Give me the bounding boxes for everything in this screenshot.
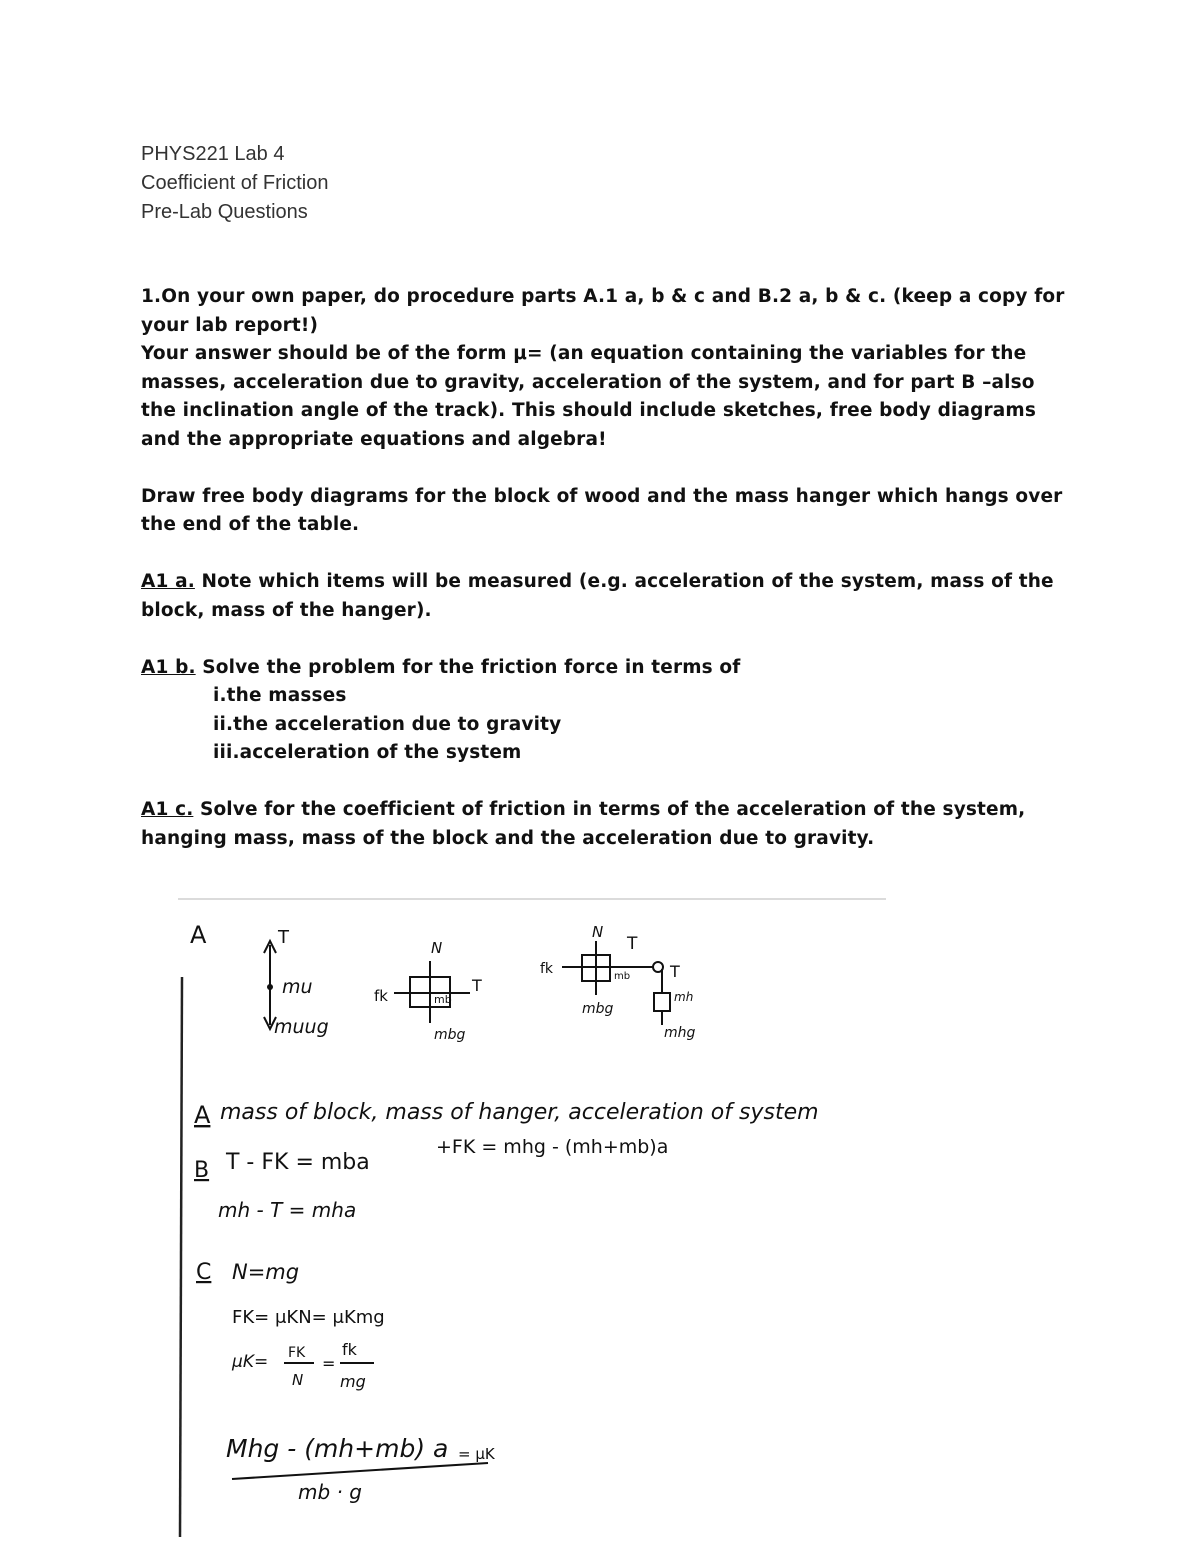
answer-c-eq1: N=mg [232, 1260, 300, 1284]
question-1-form: Your answer should be of the form μ= (an equation containing the variables for the masses, acceleration due to gravity, acceleration of the system, and for part B –also the inclination angle of the track). This should include sketches, free body diagrams and the appropriate equations and algebra! [141, 343, 1037, 450]
fbd3-hanger-weight-label: mhg [664, 1025, 696, 1041]
a1b-text: Solve the problem for the friction force in terms of [195, 656, 741, 678]
question-1: 1.On your own paper, do procedure parts A.1 a, b & c and B.2 a, b & c. (keep a copy for your lab report!) [141, 286, 1065, 336]
fbd3-normal-label: N [592, 923, 604, 941]
fbd3-block-label: mb [614, 971, 631, 982]
a1b-item: iii.acceleration of the system [213, 742, 522, 763]
a1c-label: A1 c. [141, 799, 194, 820]
final-denominator: mb · g [298, 1480, 362, 1504]
answer-a-text: mass of block, mass of hanger, acceleration of system [220, 1100, 819, 1125]
fbd2-friction-label: fk [374, 987, 388, 1005]
final-equation [226, 1434, 496, 1504]
fbd1-mass-label: mu [282, 976, 313, 998]
answer-c-numerator-2: fk [342, 1340, 357, 1359]
answer-b-eq1: T - FK = mba [226, 1150, 370, 1175]
a1a-paragraph [141, 568, 1071, 625]
answer-c-eq2: FK= μKN= μKmg [232, 1307, 385, 1328]
answer-b-eq2: mh - T = mha [218, 1198, 357, 1222]
fbd-hanging-mass [264, 927, 329, 1038]
answer-b-friction-eq: +FK = mhg - (mh+mb)a [436, 1136, 669, 1158]
fbd3-friction-label: fk [540, 961, 554, 977]
fbd-block [374, 939, 482, 1043]
answer-a-label: A [194, 1101, 211, 1129]
answer-c-numerator-1: FK [288, 1345, 306, 1361]
document-header [141, 140, 329, 227]
a1b-item: ii.the acceleration due to gravity [213, 713, 562, 735]
fbd2-tension-label: T [472, 976, 482, 995]
answer-c-fraction [231, 1340, 374, 1391]
part-a-label: A [190, 921, 207, 949]
fbd3-hanger-label: mh [674, 990, 694, 1004]
a1c-text: Solve for the coefficient of friction in terms of the acceleration of the system, hanging mass, mass of the block and the acceleration due to gravity. [141, 799, 1026, 849]
answer-c-denominator-2: mg [340, 1372, 366, 1391]
fbd3-block-weight-label: mbg [582, 1001, 614, 1017]
lab-title: Coefficient of Friction [141, 172, 329, 194]
a1b-paragraph [141, 654, 1071, 683]
a1b-label: A1 b. [141, 656, 196, 678]
a1c-paragraph [141, 796, 1071, 853]
fbd3-tension-label-top: T [627, 934, 638, 954]
lab-subtitle: Pre-Lab Questions [141, 201, 308, 223]
fbd2-normal-label: N [431, 939, 443, 957]
fbd1-tension-label: T [278, 927, 289, 948]
answer-c-equals: = [322, 1354, 336, 1373]
fbd3-tension-label-side: T [670, 962, 680, 981]
final-numerator: Mhg - (mh+mb) a [226, 1434, 449, 1463]
answer-c-label: C [196, 1260, 212, 1285]
fbd-instruction: Draw free body diagrams for the block of wood and the mass hanger which hangs over the end of the table. [141, 485, 1063, 535]
fbd-system [540, 923, 696, 1041]
fbd2-weight-label: mbg [434, 1027, 466, 1043]
answer-b-label: B [194, 1158, 210, 1183]
course-title: PHYS221 Lab 4 [141, 143, 285, 165]
answer-c-denominator-1: N [292, 1371, 304, 1389]
answer-c-mu-lhs: μK= [232, 1352, 269, 1372]
a1a-text: Note which items will be measured (e.g. acceleration of the system, mass of the block, mass of the hanger). [141, 571, 1054, 621]
question-text [141, 283, 1071, 853]
a1b-item: i.the masses [213, 685, 347, 706]
fbd2-mass-label: mb [434, 993, 452, 1006]
a1a-label: A1 a. [141, 571, 195, 592]
fbd1-weight-label: muug [274, 1016, 329, 1038]
handwritten-solution-scan [178, 897, 886, 1537]
final-rhs: = μK [458, 1445, 495, 1463]
